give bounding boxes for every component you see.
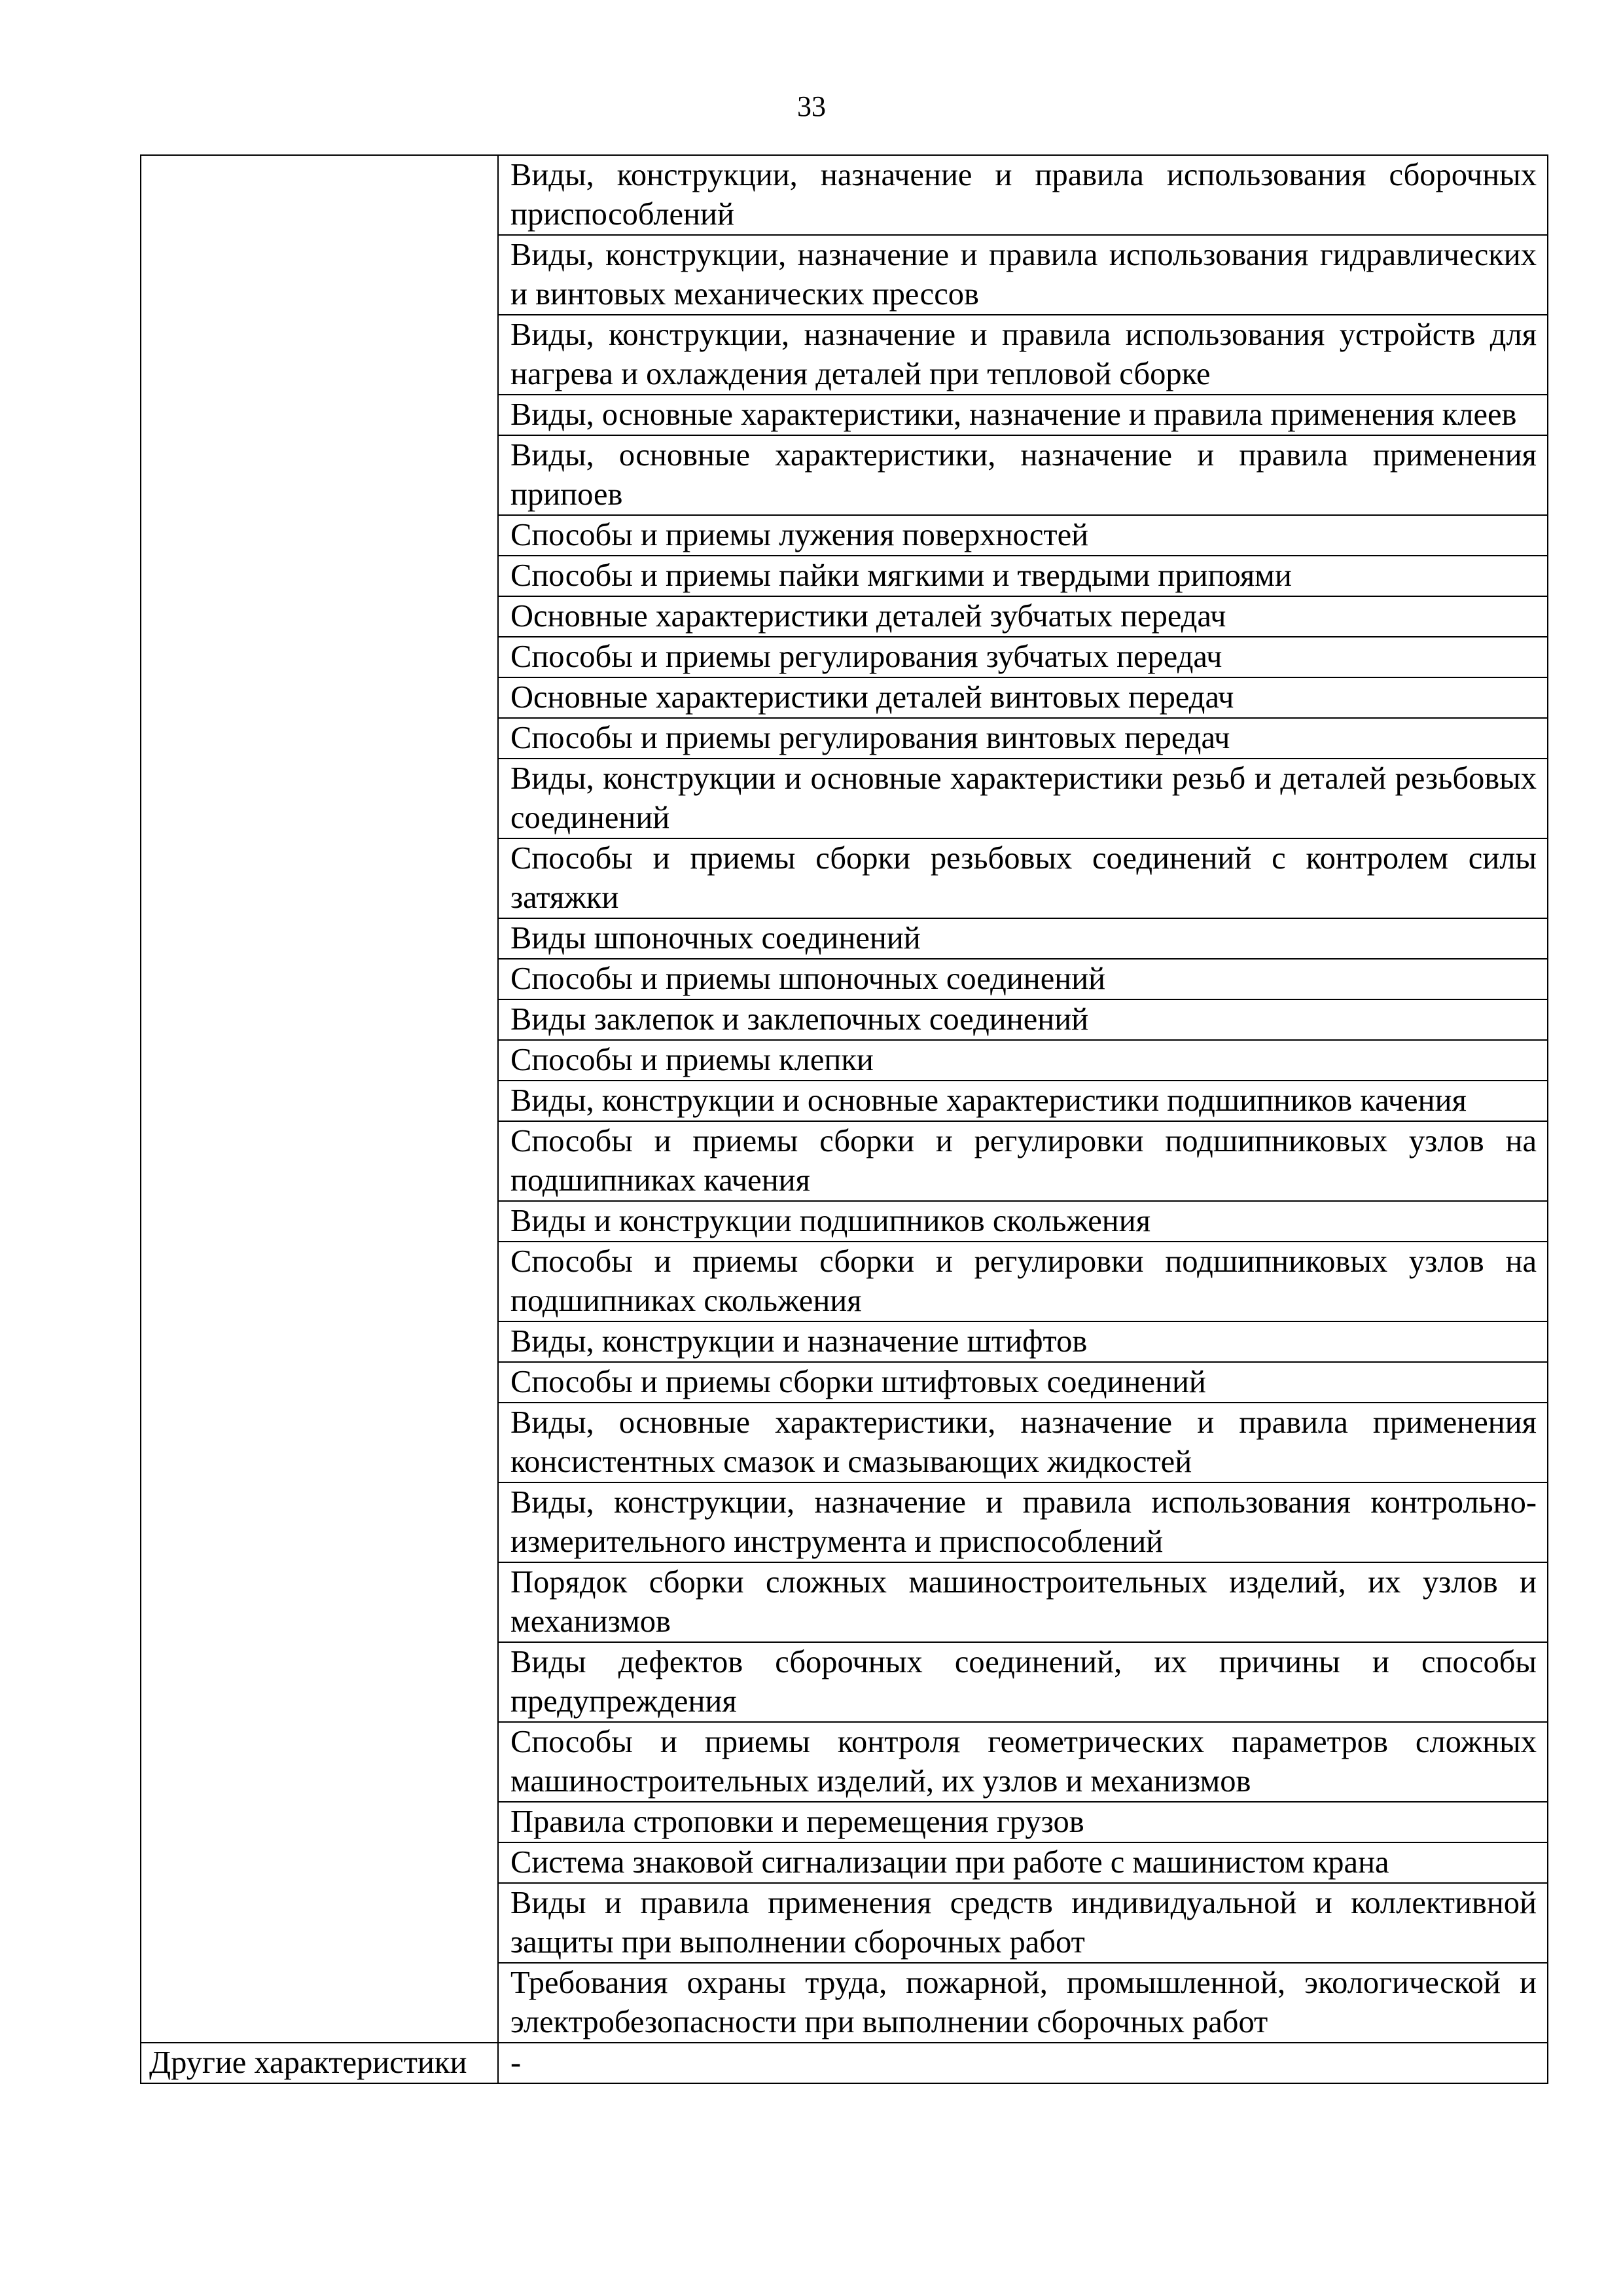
- requirement-cell: Система знаковой сигнализации при работе с машинистом крана: [498, 1842, 1548, 1883]
- requirement-cell: Виды заклепок и заклепочных соединений: [498, 999, 1548, 1040]
- requirement-cell: Виды дефектов сборочных соединений, их причины и способы предупреждения: [498, 1642, 1548, 1722]
- requirement-cell: Основные характеристики деталей винтовых передач: [498, 677, 1548, 718]
- requirement-cell: Виды, конструкции, назначение и правила использования контрольно-измерительного инструмента и приспособлений: [498, 1482, 1548, 1562]
- requirement-cell: Виды, конструкции и основные характеристики подшипников качения: [498, 1081, 1548, 1121]
- requirement-cell: Способы и приемы клепки: [498, 1040, 1548, 1081]
- section-label-cell: [141, 155, 498, 2043]
- requirement-cell: Способы и приемы сборки и регулировки подшипниковых узлов на подшипниках скольжения: [498, 1242, 1548, 1321]
- requirements-table: [140, 154, 1548, 2084]
- requirement-cell: Виды и конструкции подшипников скольжения: [498, 1201, 1548, 1242]
- requirement-cell: Способы и приемы пайки мягкими и твердыми припоями: [498, 556, 1548, 596]
- requirement-cell: Способы и приемы шпоночных соединений: [498, 959, 1548, 999]
- requirement-cell: Основные характеристики деталей зубчатых передач: [498, 596, 1548, 637]
- requirement-cell: Требования охраны труда, пожарной, промышленной, экологической и электробезопасности при выполнении сборочных работ: [498, 1963, 1548, 2043]
- requirement-cell: Способы и приемы регулирования винтовых передач: [498, 718, 1548, 759]
- requirement-cell: Виды, основные характеристики, назначение и правила применения припоев: [498, 435, 1548, 515]
- other-characteristics-value: -: [498, 2043, 1548, 2083]
- requirement-cell: Правила строповки и перемещения грузов: [498, 1802, 1548, 1842]
- requirement-cell: Виды и правила применения средств индивидуальной и коллективной защиты при выполнении сборочных работ: [498, 1883, 1548, 1963]
- other-characteristics-row: [141, 2043, 1548, 2083]
- requirement-cell: Виды шпоночных соединений: [498, 918, 1548, 959]
- requirement-cell: Способы и приемы лужения поверхностей: [498, 515, 1548, 556]
- page-number: 33: [797, 90, 826, 122]
- requirement-cell: Способы и приемы сборки и регулировки подшипниковых узлов на подшипниках качения: [498, 1121, 1548, 1201]
- table-row: [141, 155, 1548, 235]
- requirement-cell: Виды, конструкции, назначение и правила использования устройств для нагрева и охлаждения деталей при тепловой сборке: [498, 315, 1548, 395]
- requirements-table-body: [141, 155, 1548, 2083]
- requirement-cell: Способы и приемы регулирования зубчатых передач: [498, 637, 1548, 677]
- other-characteristics-label: Другие характеристики: [141, 2043, 498, 2083]
- requirement-cell: Виды, конструкции и основные характеристики резьб и деталей резьбовых соединений: [498, 759, 1548, 838]
- requirement-cell: Порядок сборки сложных машиностроительных изделий, их узлов и механизмов: [498, 1562, 1548, 1642]
- requirement-cell: Виды, конструкции и назначение штифтов: [498, 1321, 1548, 1362]
- requirement-cell: Способы и приемы сборки штифтовых соединений: [498, 1362, 1548, 1403]
- requirement-cell: Способы и приемы контроля геометрических параметров сложных машиностроительных изделий, их узлов и механизмов: [498, 1722, 1548, 1802]
- requirement-cell: Виды, конструкции, назначение и правила использования гидравлических и винтовых механических прессов: [498, 235, 1548, 315]
- requirement-cell: Виды, основные характеристики, назначение и правила применения клеев: [498, 395, 1548, 435]
- requirement-cell: Способы и приемы сборки резьбовых соединений с контролем силы затяжки: [498, 838, 1548, 918]
- requirement-cell: Виды, конструкции, назначение и правила использования сборочных приспособлений: [498, 155, 1548, 235]
- requirement-cell: Виды, основные характеристики, назначение и правила применения консистентных смазок и смазывающих жидкостей: [498, 1403, 1548, 1482]
